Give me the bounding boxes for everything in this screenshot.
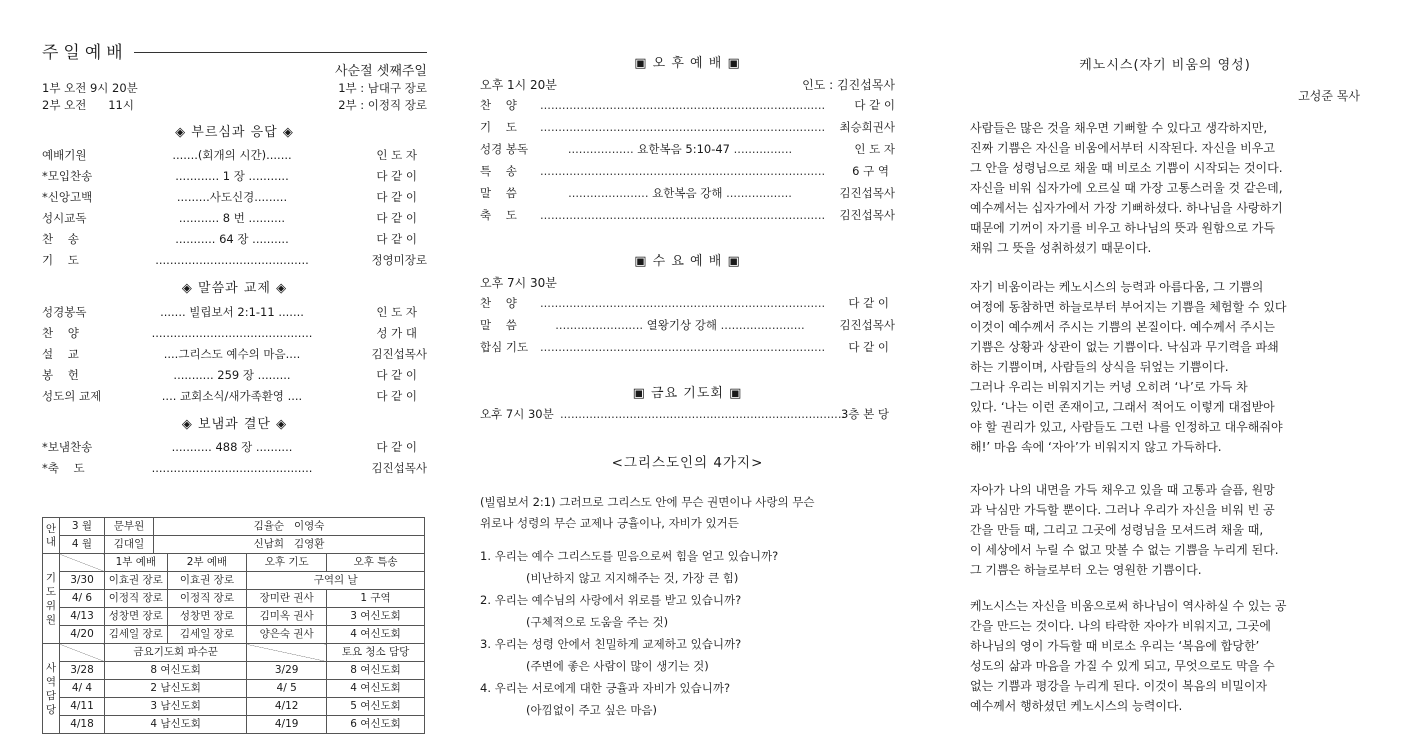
order-row <box>480 183 895 203</box>
table-row <box>43 698 425 716</box>
order-row <box>480 315 895 335</box>
pray-date: 4/ 6 <box>60 590 105 608</box>
order-who: 6 구 역 <box>852 164 889 178</box>
duty-date: 4/12 <box>247 698 327 716</box>
order-content: .........사도신경......... <box>176 190 288 204</box>
article-line: 여정에 동참하면 하늘로부터 부어지는 기쁨을 체험할 수 있다 <box>970 300 1287 314</box>
four-intro-line: (빌립보서 2:1) 그러므로 그리스도 안에 무슨 권면이나 사랑의 무슨 <box>480 495 815 509</box>
order-row <box>480 404 895 424</box>
annai-role: 김대일 <box>105 536 154 554</box>
order-item: *보냄찬송 <box>42 440 93 454</box>
article-line: 사람들은 많은 것을 채우면 기뻐할 수 있다고 생각하지만, <box>970 121 1268 135</box>
four-question: 1. 우리는 예수 그리스도를 믿음으로써 힘을 얻고 있습니까? <box>480 549 779 563</box>
order-row <box>42 458 427 478</box>
duty-header: 토요 청소 담당 <box>327 644 425 662</box>
order-content: ........... 8 번 .......... <box>178 211 286 225</box>
order-item: 성시교독 <box>42 211 87 225</box>
article-line: 해!’ 마음 속에 ‘자아’가 비워지지 않고 가득하다. <box>970 440 1222 454</box>
order-who: 정영미장로 <box>371 253 427 267</box>
order-item: 특 송 <box>480 164 517 178</box>
order-item: 성경 봉독 <box>480 142 529 156</box>
pray-header: 오후 특송 <box>327 554 425 572</box>
weekday-services-column <box>480 0 895 748</box>
duty-label: 사역담당 <box>43 644 60 734</box>
order-content: ...................... 요한복음 강해 .................. <box>568 186 792 200</box>
order-row <box>42 250 427 270</box>
article-line: 하는 기쁨이며, 사람들의 상식을 뒤엎는 기쁨이다. <box>970 360 1229 374</box>
order-who: 김진섭목사 <box>839 318 895 332</box>
duty-date: 4/ 5 <box>247 680 327 698</box>
pray-cell: 이효권 장로 <box>105 572 168 590</box>
friday-prayer-title: ▣ 금요 기도회 ▣ <box>632 386 743 401</box>
annai-role: 문부원 <box>105 518 154 536</box>
order-row <box>42 166 427 186</box>
article-line: 자기 비움이라는 케노시스의 능력과 아름다움, 그 기쁨의 <box>970 280 1264 294</box>
order-item: 찬 송 <box>42 232 79 246</box>
pray-date: 3/30 <box>60 572 105 590</box>
four-things-title: <그리스도인의 4가지> <box>611 455 764 471</box>
duty-group: 6 여신도회 <box>327 716 425 734</box>
table-row <box>43 680 425 698</box>
order-row <box>42 187 427 207</box>
order-row <box>480 337 895 357</box>
order-row <box>480 293 895 313</box>
order-who: 다 같 이 <box>376 368 417 382</box>
article-line: 자신을 비워 십자가에 오르실 때 가장 고통스러울 것 같은데, <box>970 181 1283 195</box>
diagonal-cell <box>60 644 105 662</box>
order-item: 성경봉독 <box>42 305 87 319</box>
article-paragraph <box>970 480 1360 580</box>
article-line: 그 기쁨은 하늘로부터 오는 영원한 기쁨이다. <box>970 563 1202 577</box>
annai-month: 3 월 <box>60 518 105 536</box>
order-content: .................. 요한복음 5:10-47 ................ <box>567 142 793 156</box>
pray-cell: 3 여신도회 <box>327 608 425 626</box>
service1-time: 1부 오전 9시 20분 <box>42 81 138 95</box>
order-who: 인 도 자 <box>376 305 417 319</box>
four-answer: (아낌없이 주고 싶은 마음) <box>526 703 658 717</box>
order-content: ............ 1 장 ........... <box>175 169 289 183</box>
order-item: 찬 양 <box>480 98 517 112</box>
order-row <box>42 437 427 457</box>
order-row <box>480 161 895 181</box>
order-item: 예배기원 <box>42 148 87 162</box>
order-content: ............................................ <box>151 461 313 475</box>
diagonal-cell <box>60 554 105 572</box>
order-row <box>42 344 427 364</box>
pray-cell: 김세일 장로 <box>105 626 168 644</box>
section-heading-word: ◈ 말씀과 교제 ◈ <box>181 281 288 296</box>
article-title: 케노시스(자기 비움의 영성) <box>1079 58 1251 73</box>
order-item: 봉 헌 <box>42 368 79 382</box>
table-row <box>43 662 425 680</box>
order-who: 김진섭목사 <box>371 347 427 361</box>
pray-label: 기도위원 <box>43 554 60 644</box>
table-row <box>43 608 425 626</box>
sunday-service-column <box>42 0 427 748</box>
order-dots: .............................................................................. <box>540 296 826 310</box>
service2-leader: 2부 : 이정직 장로 <box>338 98 427 112</box>
order-content: ........... 64 장 .......... <box>175 232 289 246</box>
article-author: 고성준 목사 <box>1298 89 1360 103</box>
order-item: 축 도 <box>480 208 517 222</box>
order-item: 기 도 <box>480 120 517 134</box>
order-who: 인 도 자 <box>376 148 417 162</box>
pray-cell: 김세일 장로 <box>167 626 247 644</box>
order-who: 다 같 이 <box>848 296 889 310</box>
order-content: ........... 488 장 .......... <box>171 440 293 454</box>
order-content: ........................ 열왕기상 강해 ....................... <box>555 318 805 332</box>
order-item: 말 씀 <box>480 186 517 200</box>
four-answer: (주변에 좋은 사람이 많이 생기는 것) <box>526 659 709 673</box>
order-who: 다 같 이 <box>854 98 895 112</box>
article-line: 그 안을 성령님으로 채울 때 비로소 기쁨이 시작되는 것이다. <box>970 161 1283 175</box>
order-item: 말 씀 <box>480 318 517 332</box>
order-content: ............................................ <box>151 326 313 340</box>
order-who: 다 같 이 <box>376 190 417 204</box>
order-who: 김진섭목사 <box>371 461 427 475</box>
order-dots: .............................................................................. <box>540 208 826 222</box>
article-paragraph <box>970 277 1360 457</box>
pray-date: 4/20 <box>60 626 105 644</box>
duty-date: 4/19 <box>247 716 327 734</box>
order-dots: .............................................................................. <box>540 164 826 178</box>
order-row <box>480 205 895 225</box>
order-row <box>42 302 427 322</box>
order-dots: .............................................................................. <box>540 98 826 112</box>
article-line: 하나님의 영이 가득할 때 비로소 우리는 ‘복음에 합당한’ <box>970 639 1260 653</box>
table-row <box>43 536 425 554</box>
service2-time: 2부 오전 11시 <box>42 98 134 112</box>
order-row <box>480 139 895 159</box>
order-dots: .............................................................................. <box>540 340 826 354</box>
order-who: 성 가 대 <box>376 326 417 340</box>
pray-header: 2부 예배 <box>167 554 247 572</box>
pray-cell: 김미옥 권사 <box>247 608 327 626</box>
title-rule <box>134 52 427 53</box>
article-line: 이것이 예수께서 주시는 기쁨의 본질이다. 예수께서 주시는 <box>970 320 1275 334</box>
season-label: 사순절 셋째주일 <box>334 64 427 79</box>
pray-cell: 성창면 장로 <box>105 608 168 626</box>
order-item: 합심 기도 <box>480 340 529 354</box>
annai-names: 신남희 김영환 <box>154 536 425 554</box>
four-answer: (구체적으로 도움을 주는 것) <box>526 615 669 629</box>
article-line: 케노시스는 자신을 비움으로써 하나님이 역사하실 수 있는 공 <box>970 599 1287 613</box>
duty-date: 4/ 4 <box>60 680 105 698</box>
article-line: 없는 기쁨과 평강을 누리게 된다. 이것이 복음의 비밀이자 <box>970 679 1268 693</box>
article-line: 이 세상에서 누릴 수 없고 맛볼 수 없는 기쁨을 누리게 된다. <box>970 543 1279 557</box>
table-row <box>43 716 425 734</box>
annai-label: 안내 <box>43 518 60 554</box>
duty-group: 5 여신도회 <box>327 698 425 716</box>
order-content: ....... 빌립보서 2:1-11 ....... <box>160 305 304 319</box>
article-paragraph <box>970 596 1360 716</box>
pray-cell: 1 구역 <box>327 590 425 608</box>
order-who: 다 같 이 <box>376 169 417 183</box>
four-intro-line: 위로나 성령의 무슨 교제나 긍휼이나, 자비가 있거든 <box>480 516 739 530</box>
pray-cell: 4 여신도회 <box>327 626 425 644</box>
duty-group: 8 여신도회 <box>105 662 247 680</box>
table-row <box>43 518 425 536</box>
order-row <box>42 386 427 406</box>
order-item: 기 도 <box>42 253 79 267</box>
order-row <box>42 229 427 249</box>
order-row <box>480 117 895 137</box>
order-who: 김진섭목사 <box>839 208 895 222</box>
duty-header: 금요기도회 파수꾼 <box>105 644 247 662</box>
friday-time: 오후 7시 30분 <box>480 407 554 421</box>
order-content: .......................................... <box>155 253 309 267</box>
order-item: 성도의 교제 <box>42 389 102 403</box>
order-who: 다 같 이 <box>376 211 417 225</box>
order-item: *모입찬송 <box>42 169 93 183</box>
order-item: *신앙고백 <box>42 190 93 204</box>
table-row <box>43 626 425 644</box>
article-line: 성도의 삶과 마음을 가질 수 있게 되고, 무엇으로도 막을 수 <box>970 659 1275 673</box>
friday-place: 3층 본 당 <box>841 407 889 421</box>
table-row <box>43 554 425 572</box>
afternoon-leader: 인도 : 김진섭목사 <box>802 78 895 92</box>
order-row <box>42 145 427 165</box>
pray-header: 1부 예배 <box>105 554 168 572</box>
pray-cell: 양은숙 권사 <box>247 626 327 644</box>
annai-month: 4 월 <box>60 536 105 554</box>
pray-header: 오후 기도 <box>247 554 327 572</box>
pray-cell: 이효권 장로 <box>167 572 247 590</box>
wednesday-service-title: ▣ 수 요 예 배 ▣ <box>634 254 741 269</box>
duty-group: 4 남신도회 <box>105 716 247 734</box>
duty-group: 3 남신도회 <box>105 698 247 716</box>
duty-date: 3/28 <box>60 662 105 680</box>
order-who: 다 같 이 <box>376 232 417 246</box>
pray-cell: 장미란 권사 <box>247 590 327 608</box>
article-line: 야 할 권리가 있고, 사람들도 그런 나를 인정하고 대우해줘야 <box>970 420 1283 434</box>
annai-names: 김율순 이영숙 <box>154 518 425 536</box>
article-line: 자아가 나의 내면을 가득 채우고 있을 때 고통과 슬픔, 원망 <box>970 483 1275 497</box>
order-content: .......(회개의 시간)....... <box>172 148 292 162</box>
article-line: 채워 그 뜻을 성취하셨기 때문이다. <box>970 241 1152 255</box>
order-content-text: 열왕기상 강해 <box>646 318 717 332</box>
pray-cell: 이정직 장로 <box>167 590 247 608</box>
article-line: 때문에 기꺼이 자기를 비우고 하나님의 뜻과 원함으로 가득 <box>970 221 1275 235</box>
pray-date: 4/13 <box>60 608 105 626</box>
duty-group: 4 여신도회 <box>327 680 425 698</box>
kenosis-article-column <box>970 0 1360 748</box>
wednesday-time: 오후 7시 30분 <box>480 276 557 290</box>
article-line: 과 낙심만 가득할 뿐이다. 그러나 우리가 자신을 비워 빈 공 <box>970 503 1275 517</box>
order-dots: .............................................................................. <box>560 407 846 421</box>
article-line: 예수께서 행하셨던 케노시스의 능력이다. <box>970 699 1183 713</box>
order-item: *축 도 <box>42 461 85 475</box>
order-row <box>480 95 895 115</box>
order-who: 다 같 이 <box>376 389 417 403</box>
order-dots: .............................................................................. <box>540 120 826 134</box>
order-who: 김진섭목사 <box>839 186 895 200</box>
order-row <box>42 208 427 228</box>
article-line: 간을 만들 때, 그리고 그곳에 성령님을 모셔드려 채울 때, <box>970 523 1264 537</box>
order-row <box>42 365 427 385</box>
article-line: 기쁨은 상황과 상관이 없는 기쁨이다. 낙심과 무기력을 파쇄 <box>970 340 1279 354</box>
afternoon-time: 오후 1시 20분 <box>480 78 557 92</box>
order-content-text: 요한복음 강해 <box>652 186 723 200</box>
article-line: 예수께서는 십자가에서 가장 기뻐하셨다. 하나님을 사랑하기 <box>970 201 1283 215</box>
order-content: ........... 259 장 ......... <box>173 368 291 382</box>
article-line: 간을 만드는 것이다. 나의 타락한 자아가 비워지고, 그곳에 <box>970 619 1271 633</box>
table-row <box>43 572 425 590</box>
duty-date: 4/18 <box>60 716 105 734</box>
order-who: 최승희권사 <box>839 120 895 134</box>
afternoon-service-title: ▣ 오 후 예 배 ▣ <box>634 56 741 71</box>
duty-date: 3/29 <box>247 662 327 680</box>
duty-date: 4/11 <box>60 698 105 716</box>
order-row <box>42 323 427 343</box>
four-question: 3. 우리는 성령 안에서 친밀하게 교제하고 있습니까? <box>480 637 742 651</box>
four-answer: (비난하지 않고 지지해주는 것, 가장 큰 힘) <box>526 571 739 585</box>
order-content: ....그리스도 예수의 마음.... <box>163 347 301 361</box>
order-content-text: 요한복음 5:10-47 <box>637 142 730 156</box>
duty-group: 8 여신도회 <box>327 662 425 680</box>
section-heading-sending: ◈ 보냄과 결단 ◈ <box>181 417 288 432</box>
section-heading-calling: ◈ 부르심과 응답 ◈ <box>175 125 294 140</box>
sunday-service-title: 주일예배 <box>42 43 128 63</box>
pray-cell: 성창면 장로 <box>167 608 247 626</box>
order-item: 설 교 <box>42 347 79 361</box>
article-line: 그러나 우리는 비워지기는 커녕 오히려 ‘나’로 가득 차 <box>970 380 1248 394</box>
order-who: 다 같 이 <box>848 340 889 354</box>
duty-group: 2 남신도회 <box>105 680 247 698</box>
pray-merged: 구역의 날 <box>247 572 425 590</box>
order-who: 인 도 자 <box>854 142 895 156</box>
order-content: .... 교회소식/새가족환영 .... <box>161 389 303 403</box>
four-question: 2. 우리는 예수님의 사랑에서 위로를 받고 있습니까? <box>480 593 742 607</box>
service1-leader: 1부 : 남대구 장로 <box>338 81 427 95</box>
order-item: 찬 양 <box>42 326 79 340</box>
pray-cell: 이정직 장로 <box>105 590 168 608</box>
article-line: 있다. ‘나는 이런 존재이고, 그래서 적어도 이렇게 대접받아 <box>970 400 1275 414</box>
order-who: 다 같 이 <box>376 440 417 454</box>
article-paragraph <box>970 118 1360 258</box>
article-line: 진짜 기쁨은 자신을 비움에서부터 시작된다. 자신을 비우고 <box>970 141 1275 155</box>
table-row <box>43 644 425 662</box>
order-item: 찬 양 <box>480 296 517 310</box>
schedule-table <box>42 517 425 734</box>
four-question: 4. 우리는 서로에게 대한 긍휼과 자비가 있습니까? <box>480 681 731 695</box>
diagonal-cell <box>247 644 327 662</box>
table-row <box>43 590 425 608</box>
